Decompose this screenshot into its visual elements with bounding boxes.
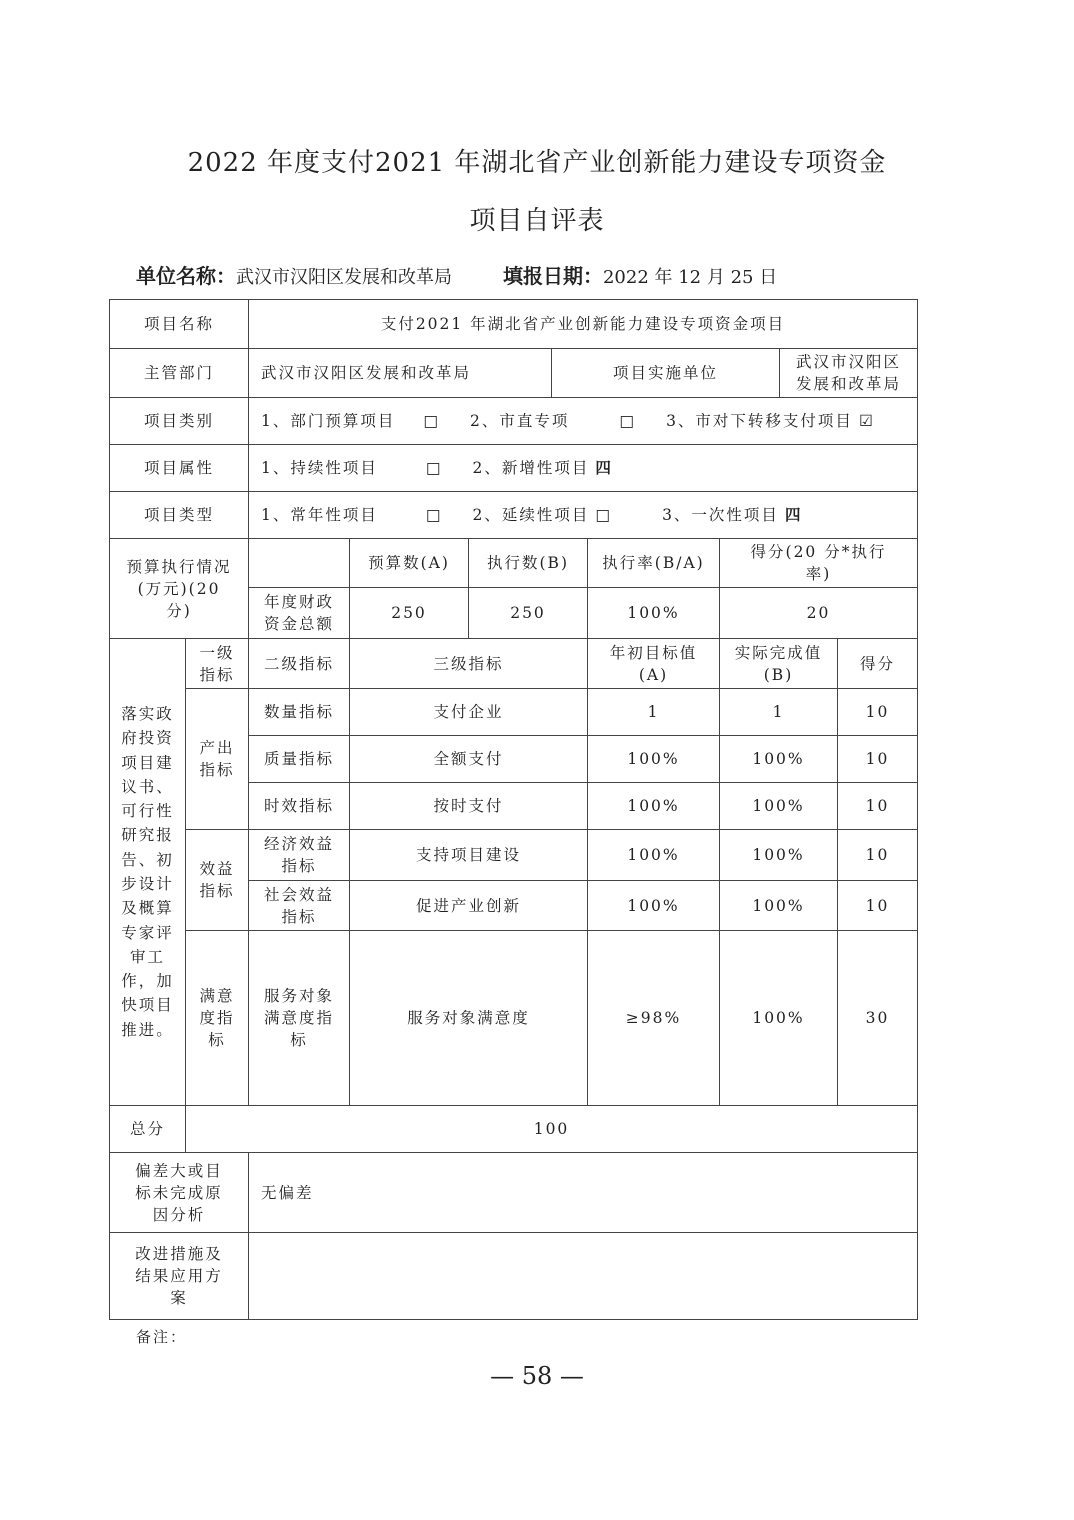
category-label: 项目类别 <box>109 397 249 445</box>
group-benefit: 效益指标 <box>185 829 249 931</box>
indicator-actual: 100% <box>719 880 838 931</box>
score-col-header: 得分 <box>837 638 918 689</box>
option-label: 2、新增性项目 <box>472 459 590 477</box>
total-label: 总分 <box>109 1105 186 1153</box>
deviation-value: 无偏差 <box>248 1152 918 1233</box>
checkbox-mark[interactable]: 四 <box>784 505 803 524</box>
date-value: 2022 年 12 月 25 日 <box>602 267 778 288</box>
total-value: 100 <box>185 1105 918 1153</box>
indicator-score: 10 <box>837 782 918 830</box>
indicator-score: 10 <box>837 735 918 783</box>
indicator-l2: 数量指标 <box>248 688 350 736</box>
indicator-actual: 100% <box>719 735 838 783</box>
indicator-l2: 质量指标 <box>248 735 350 783</box>
checkbox[interactable]: □ <box>425 506 443 524</box>
project-name-label: 项目名称 <box>109 299 249 349</box>
indicator-target: 100% <box>587 829 720 881</box>
option-label: 3、一次性项目 <box>662 506 779 524</box>
checkbox[interactable]: □ <box>425 459 443 477</box>
checkbox[interactable]: □ <box>595 506 613 524</box>
attr-options <box>248 444 918 492</box>
indicator-actual: 1 <box>719 688 838 736</box>
indicator-actual: 100% <box>719 829 838 881</box>
l2-header: 二级指标 <box>248 638 350 689</box>
deviation-label: 偏差大或目标未完成原因分析 <box>109 1152 249 1233</box>
fund-total-label: 年度财政资金总额 <box>248 587 350 639</box>
budget-label: 预算执行情况(万元)(20 分) <box>109 538 249 639</box>
indicator-target: 1 <box>587 688 720 736</box>
checkbox-mark[interactable]: 四 <box>595 458 613 477</box>
rate-value: 100% <box>587 587 720 639</box>
score-value: 20 <box>719 587 918 639</box>
type-options <box>248 491 918 539</box>
meta-line <box>136 260 777 289</box>
indicator-target: ≥98% <box>587 930 720 1106</box>
unit-label: 单位名称： <box>136 264 236 288</box>
indicator-l3: 促进产业创新 <box>349 880 588 931</box>
budget-empty-header <box>248 538 350 588</box>
exec-value: 250 <box>468 587 588 639</box>
type-label: 项目类型 <box>109 491 249 539</box>
checkbox[interactable]: □ <box>423 412 441 430</box>
indicator-l3: 服务对象满意度 <box>349 930 588 1106</box>
indicator-l2: 服务对象满意度指标 <box>248 930 350 1106</box>
indicator-actual: 100% <box>719 930 838 1106</box>
indicator-l2: 时效指标 <box>248 782 350 830</box>
indicator-target: 100% <box>587 735 720 783</box>
improve-value <box>248 1232 918 1320</box>
title-line1: 2022 年度支付2021 年湖北省产业创新能力建设专项资金 <box>187 148 887 178</box>
date-label: 填报日期： <box>502 264 603 288</box>
indicator-score: 10 <box>837 829 918 881</box>
indicator-l3: 支付企业 <box>349 688 588 736</box>
budget-header: 预算数(A) <box>349 538 469 588</box>
dept-label: 主管部门 <box>109 348 249 398</box>
exec-header: 执行数(B) <box>468 538 588 588</box>
attr-label: 项目属性 <box>109 444 249 492</box>
checkbox-checked[interactable]: ☑ <box>858 412 875 430</box>
indicator-l2: 经济效益指标 <box>248 829 350 881</box>
impl: 武汉市汉阳区发展和改革局 <box>779 348 918 398</box>
title-line2: 项目自评表 <box>469 206 605 236</box>
page-number: — 58 — <box>490 1362 584 1390</box>
l1-header: 一级指标 <box>185 638 249 689</box>
indicator-l2: 社会效益指标 <box>248 880 350 931</box>
project-name: 支付2021 年湖北省产业创新能力建设专项资金项目 <box>248 299 918 349</box>
indicator-l3: 支持项目建设 <box>349 829 588 881</box>
improve-label: 改进措施及结果应用方案 <box>109 1232 249 1320</box>
checkbox[interactable]: □ <box>619 412 637 430</box>
option-label: 2、延续性项目 <box>472 506 590 524</box>
indicator-target: 100% <box>587 880 720 931</box>
option-label: 3、市对下转移支付项目 <box>666 412 853 430</box>
indicator-target: 100% <box>587 782 720 830</box>
budget-value: 250 <box>349 587 469 639</box>
indicator-actual: 100% <box>719 782 838 830</box>
impl-label: 项目实施单位 <box>551 348 780 398</box>
option-label: 1、部门预算项目 <box>261 412 396 430</box>
indicator-score: 30 <box>837 930 918 1106</box>
goal-text: 落实政府投资项目建议书、可行性研究报告、初步设计及概算专家评审工作，加快项目推进。 <box>109 638 186 1106</box>
category-options <box>248 397 918 445</box>
l3-header: 三级指标 <box>349 638 588 689</box>
option-label: 1、持续性项目 <box>261 459 378 477</box>
score-header: 得分(20 分*执行率) <box>719 538 918 588</box>
unit-value: 武汉市汉阳区发展和改革局 <box>236 267 452 288</box>
indicator-l3: 全额支付 <box>349 735 588 783</box>
option-label: 1、常年性项目 <box>261 506 378 524</box>
indicator-score: 10 <box>837 688 918 736</box>
target-header: 年初目标值(A) <box>587 638 720 689</box>
indicator-l3: 按时支付 <box>349 782 588 830</box>
group-satisfaction: 满意度指标 <box>185 930 249 1106</box>
indicator-score: 10 <box>837 880 918 931</box>
note: 备注： <box>136 1328 188 1346</box>
actual-header: 实际完成值(B) <box>719 638 838 689</box>
rate-header: 执行率(B/A) <box>587 538 720 588</box>
group-output: 产出指标 <box>185 688 249 830</box>
option-label: 2、市直专项 <box>470 412 570 430</box>
dept: 武汉市汉阳区发展和改革局 <box>248 348 552 398</box>
